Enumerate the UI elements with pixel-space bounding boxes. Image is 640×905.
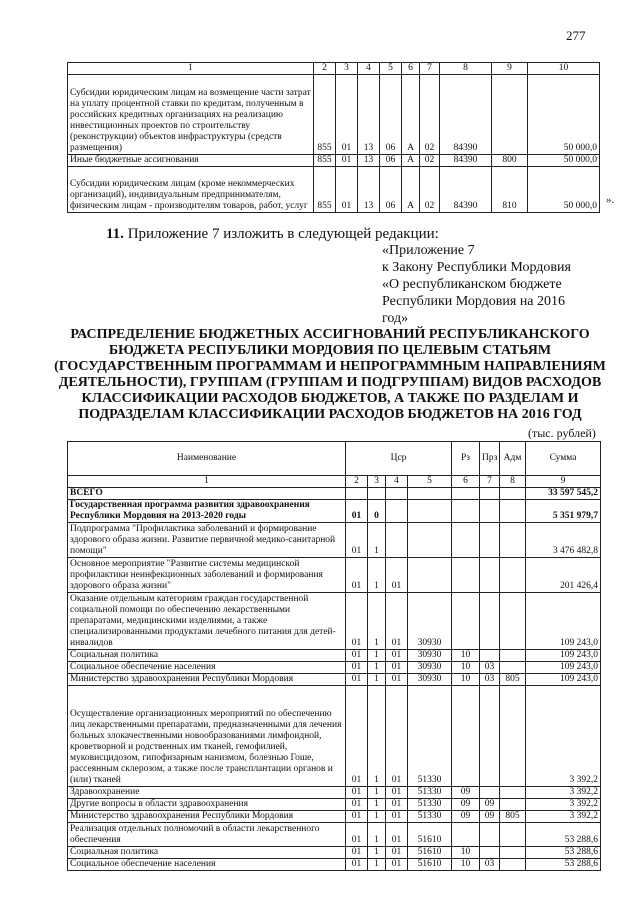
header-prz: Прз	[480, 442, 500, 476]
cell: 03	[480, 674, 500, 686]
cell-sum: 53 288,6	[526, 847, 601, 859]
cell	[452, 558, 480, 593]
cell: 09	[480, 799, 500, 811]
table-row	[68, 500, 601, 523]
table-row	[68, 155, 600, 167]
heading-line: РАСПРЕДЕЛЕНИЕ БЮДЖЕТНЫХ АССИГНОВАНИЙ РЕСПУБЛИКАНСКОГО	[70, 327, 590, 342]
table-row	[68, 488, 601, 500]
cell	[500, 686, 526, 787]
table-row	[68, 811, 601, 823]
cell: 01	[346, 674, 368, 686]
column-number: 1	[68, 476, 346, 488]
cell: 13	[358, 167, 380, 213]
cell: 51330	[408, 799, 452, 811]
cell: 1	[368, 847, 386, 859]
cell: 01	[336, 155, 358, 167]
table-row	[68, 859, 601, 871]
row-name: Реализация отдельных полномочий в области лекарственного обеспечения	[68, 823, 346, 847]
row-name: Осуществление организационных мероприятий по обеспечению лиц лекарственными препаратами, предназначенными для лечения больных злокачественными новообразованиями лимфоидной, кроветворной и родственных им тканей, гемофилией, муковисцидозом, гипофизарным нанизмом, болезнью Гоше, рассеянным склерозом, а также после трансплантации органов и (или) тканей	[68, 686, 346, 787]
table-row	[68, 823, 601, 847]
cell: 800	[492, 155, 528, 167]
row-name: Государственная программа развития здравоохранения Республики Мордовия на 2013-2020 годы	[68, 500, 346, 523]
header-rz: Рз	[452, 442, 480, 476]
cell	[492, 75, 528, 155]
document-heading	[40, 327, 620, 423]
cell	[480, 558, 500, 593]
header-cell: 1	[68, 63, 314, 75]
header-cell: 5	[380, 63, 402, 75]
budget-rows	[68, 488, 601, 871]
cell: 01	[386, 799, 408, 811]
row-name: Социальное обеспечение населения	[68, 859, 346, 871]
column-number: 8	[500, 476, 526, 488]
cell	[500, 662, 526, 674]
cell: 01	[386, 593, 408, 650]
table-header-row	[68, 442, 601, 476]
header-cell: 7	[420, 63, 440, 75]
cell: 855	[314, 155, 336, 167]
cell-sum: 50 000,0	[528, 155, 600, 167]
row-name: Субсидии юридическим лицам на возмещение части затрат на уплату процентной ставки по кредитам, полученным в российских кредитных организациях на реализацию инвестиционных проектов по строительству (реконструкции) объектов инфраструктуры (средств размещения)	[68, 75, 314, 155]
cell: 1	[368, 558, 386, 593]
table-header-row	[68, 63, 600, 75]
cell	[452, 500, 480, 523]
cell: 1	[368, 662, 386, 674]
column-number: 2	[346, 476, 368, 488]
cell	[500, 488, 526, 500]
header-sum: Сумма	[526, 442, 601, 476]
cell	[480, 500, 500, 523]
cell: 06	[380, 167, 402, 213]
cell: 01	[386, 650, 408, 662]
row-name: Субсидии юридическим лицам (кроме некоммерческих организаций), индивидуальным предпринимателям, физическим лицам - производителям товаров, работ, услуг	[68, 167, 314, 213]
column-number: 6	[452, 476, 480, 488]
cell	[452, 823, 480, 847]
header-cell: 10	[528, 63, 600, 75]
cell: 10	[452, 650, 480, 662]
cell	[500, 859, 526, 871]
cell	[386, 500, 408, 523]
cell: 1	[368, 799, 386, 811]
cell: 1	[368, 811, 386, 823]
cell: 51610	[408, 847, 452, 859]
cell: 10	[452, 847, 480, 859]
cell	[408, 558, 452, 593]
table-row	[68, 686, 601, 787]
row-name: Социальная политика	[68, 847, 346, 859]
cell	[368, 488, 386, 500]
heading-line: КЛАССИФИКАЦИИ РАСХОДОВ БЮДЖЕТОВ, А ТАКЖЕ ПО РАЗДЕЛАМ И	[81, 391, 579, 406]
cell-sum: 109 243,0	[526, 650, 601, 662]
budget-table	[67, 441, 601, 871]
cell: 30930	[408, 650, 452, 662]
cell	[500, 558, 526, 593]
cell: 01	[346, 811, 368, 823]
cell: 06	[380, 75, 402, 155]
header-cell: 6	[402, 63, 420, 75]
cell: 01	[346, 847, 368, 859]
attachment-line: «О республиканском бюджете	[382, 277, 562, 292]
cell: 03	[480, 859, 500, 871]
cell: 01	[346, 686, 368, 787]
cell: 01	[386, 859, 408, 871]
item-number: 11.	[106, 226, 124, 242]
cell	[500, 787, 526, 799]
attachment-line: «Приложение 7	[382, 243, 475, 258]
cell: 01	[346, 523, 368, 558]
column-number: 5	[408, 476, 452, 488]
table-row	[68, 650, 601, 662]
cell: 10	[452, 859, 480, 871]
cell	[386, 488, 408, 500]
cell-sum: 50 000,0	[528, 167, 600, 213]
cell: 805	[500, 674, 526, 686]
cell: 09	[452, 799, 480, 811]
header-adm: Адм	[500, 442, 526, 476]
cell-sum: 109 243,0	[526, 593, 601, 650]
table-row	[68, 799, 601, 811]
cell-sum: 109 243,0	[526, 674, 601, 686]
cell: А	[402, 75, 420, 155]
cell	[408, 488, 452, 500]
header-csr: Цср	[346, 442, 452, 476]
row-name: Оказание отдельным категориям граждан государственной социальной помощи по обеспечению лекарственными препаратами, медицинскими изделиями, а также специализированными продуктами лечебного питания для детей-инвалидов	[68, 593, 346, 650]
cell: 30930	[408, 593, 452, 650]
cell	[500, 847, 526, 859]
attachment-line: Республики Мордовия на 2016	[382, 294, 566, 309]
cell: 01	[386, 787, 408, 799]
header-cell: 3	[336, 63, 358, 75]
table-row	[68, 674, 601, 686]
header-name: Наименование	[68, 442, 346, 476]
row-name: Министерство здравоохранения Республики Мордовия	[68, 674, 346, 686]
column-numbers-row	[68, 476, 601, 488]
header-cell: 4	[358, 63, 380, 75]
cell: 03	[480, 662, 500, 674]
cell: 1	[368, 593, 386, 650]
attachment-line: год»	[382, 311, 409, 326]
cell: 13	[358, 75, 380, 155]
cell: 01	[346, 823, 368, 847]
cell: 84390	[440, 155, 492, 167]
cell: 855	[314, 167, 336, 213]
item-text: Приложение 7 изложить в следующей редакции:	[127, 226, 439, 242]
table-row	[68, 593, 601, 650]
cell: 51610	[408, 823, 452, 847]
cell: 01	[346, 558, 368, 593]
column-number: 7	[480, 476, 500, 488]
column-number: 4	[386, 476, 408, 488]
cell: 01	[386, 674, 408, 686]
cell: 805	[500, 811, 526, 823]
cell: 02	[420, 155, 440, 167]
closing-quote: ».	[606, 194, 615, 206]
cell: 01	[386, 847, 408, 859]
cell: 10	[452, 662, 480, 674]
heading-line: ДЕЯТЕЛЬНОСТИ), ГРУППАМ (ГРУППАМ И ПОДГРУППАМ) ВИДОВ РАСХОДОВ	[58, 375, 602, 390]
cell: 1	[368, 823, 386, 847]
cell: 01	[386, 662, 408, 674]
heading-line: (ГОСУДАРСТВЕННЫМ ПРОГРАММАМ И НЕПРОГРАММНЫМ НАПРАВЛЕНИЯМ	[54, 359, 606, 374]
cell: 10	[452, 674, 480, 686]
amendment-item	[106, 226, 439, 243]
cell: 01	[386, 823, 408, 847]
cell: 01	[346, 662, 368, 674]
cell	[480, 488, 500, 500]
cell: 810	[492, 167, 528, 213]
cell: 02	[420, 167, 440, 213]
cell	[500, 823, 526, 847]
cell: 51330	[408, 686, 452, 787]
cell	[452, 488, 480, 500]
cell-sum: 50 000,0	[528, 75, 600, 155]
table-row	[68, 787, 601, 799]
cell	[500, 650, 526, 662]
column-number: 9	[526, 476, 601, 488]
cell: 01	[386, 686, 408, 787]
cell	[480, 787, 500, 799]
cell	[452, 686, 480, 787]
cell: 30930	[408, 674, 452, 686]
cell-sum: 3 392,2	[526, 811, 601, 823]
row-name: Социальная политика	[68, 650, 346, 662]
cell	[408, 523, 452, 558]
continuation-table	[67, 62, 600, 213]
cell	[500, 593, 526, 650]
cell: 01	[346, 650, 368, 662]
units-label: (тыс. рублей)	[528, 426, 596, 440]
cell-sum: 3 392,2	[526, 787, 601, 799]
cell: 1	[368, 686, 386, 787]
cell: 01	[336, 167, 358, 213]
cell-sum: 53 288,6	[526, 823, 601, 847]
cell: 51330	[408, 811, 452, 823]
cell	[452, 593, 480, 650]
cell: 02	[420, 75, 440, 155]
cell: 01	[346, 500, 368, 523]
row-name: Другие вопросы в области здравоохранения	[68, 799, 346, 811]
cell	[480, 650, 500, 662]
row-name: Подпрограмма "Профилактика заболеваний и формирование здорового образа жизни. Развитие первичной медико-санитарной помощи"	[68, 523, 346, 558]
cell: 01	[386, 558, 408, 593]
cell: 51330	[408, 787, 452, 799]
cell: 0	[368, 500, 386, 523]
cell	[480, 847, 500, 859]
cell: 51610	[408, 859, 452, 871]
cell	[346, 488, 368, 500]
cell-sum: 201 426,4	[526, 558, 601, 593]
header-cell: 9	[492, 63, 528, 75]
cell: 01	[346, 799, 368, 811]
cell: 1	[368, 650, 386, 662]
cell-sum: 109 243,0	[526, 662, 601, 674]
cell: 09	[480, 811, 500, 823]
cell	[452, 523, 480, 558]
row-name: Социальное обеспечение населения	[68, 662, 346, 674]
cell: 1	[368, 523, 386, 558]
cell: 1	[368, 674, 386, 686]
cell-sum: 3 392,2	[526, 686, 601, 787]
table-row	[68, 558, 601, 593]
cell: 13	[358, 155, 380, 167]
cell	[480, 523, 500, 558]
heading-line: ПОДРАЗДЕЛАМ КЛАССИФИКАЦИИ РАСХОДОВ БЮДЖЕТОВ НА 2016 ГОД	[78, 407, 582, 422]
cell	[480, 686, 500, 787]
cell: 01	[346, 859, 368, 871]
cell	[480, 593, 500, 650]
cell	[408, 500, 452, 523]
row-name: Здравоохранение	[68, 787, 346, 799]
heading-line: БЮДЖЕТА РЕСПУБЛИКИ МОРДОВИЯ ПО ЦЕЛЕВЫМ СТАТЬЯМ	[108, 343, 552, 358]
row-name: ВСЕГО	[68, 488, 346, 500]
row-name: Основное мероприятие "Развитие системы медицинской профилактики неинфекционных заболеваний и формирования здорового образа жизни"	[68, 558, 346, 593]
cell-sum: 5 351 979,7	[526, 500, 601, 523]
cell: 01	[386, 811, 408, 823]
column-number: 3	[368, 476, 386, 488]
row-name: Министерство здравоохранения Республики Мордовия	[68, 811, 346, 823]
cell: 01	[336, 75, 358, 155]
cell	[500, 523, 526, 558]
cell-sum: 3 392,2	[526, 799, 601, 811]
cell: 30930	[408, 662, 452, 674]
cell	[386, 523, 408, 558]
cell-sum: 33 597 545,2	[526, 488, 601, 500]
cell-sum: 53 288,6	[526, 859, 601, 871]
table-row	[68, 662, 601, 674]
cell: 01	[346, 787, 368, 799]
header-cell: 2	[314, 63, 336, 75]
cell	[500, 500, 526, 523]
cell: 1	[368, 787, 386, 799]
table-row	[68, 523, 601, 558]
cell: А	[402, 155, 420, 167]
header-cell: 8	[440, 63, 492, 75]
cell: 855	[314, 75, 336, 155]
row-name: Иные бюджетные ассигнования	[68, 155, 314, 167]
table-row	[68, 847, 601, 859]
cell	[480, 823, 500, 847]
page-number: 277	[566, 28, 586, 43]
cell: 09	[452, 811, 480, 823]
cell	[500, 799, 526, 811]
cell: 1	[368, 859, 386, 871]
table-row	[68, 167, 600, 213]
cell: 84390	[440, 75, 492, 155]
cell: 06	[380, 155, 402, 167]
attachment-reference	[382, 242, 571, 327]
cell: 09	[452, 787, 480, 799]
cell-sum: 3 476 482,8	[526, 523, 601, 558]
attachment-line: к Закону Республики Мордовия	[382, 260, 571, 275]
cell: 84390	[440, 167, 492, 213]
table-row	[68, 75, 600, 155]
cell: А	[402, 167, 420, 213]
cell: 01	[346, 593, 368, 650]
